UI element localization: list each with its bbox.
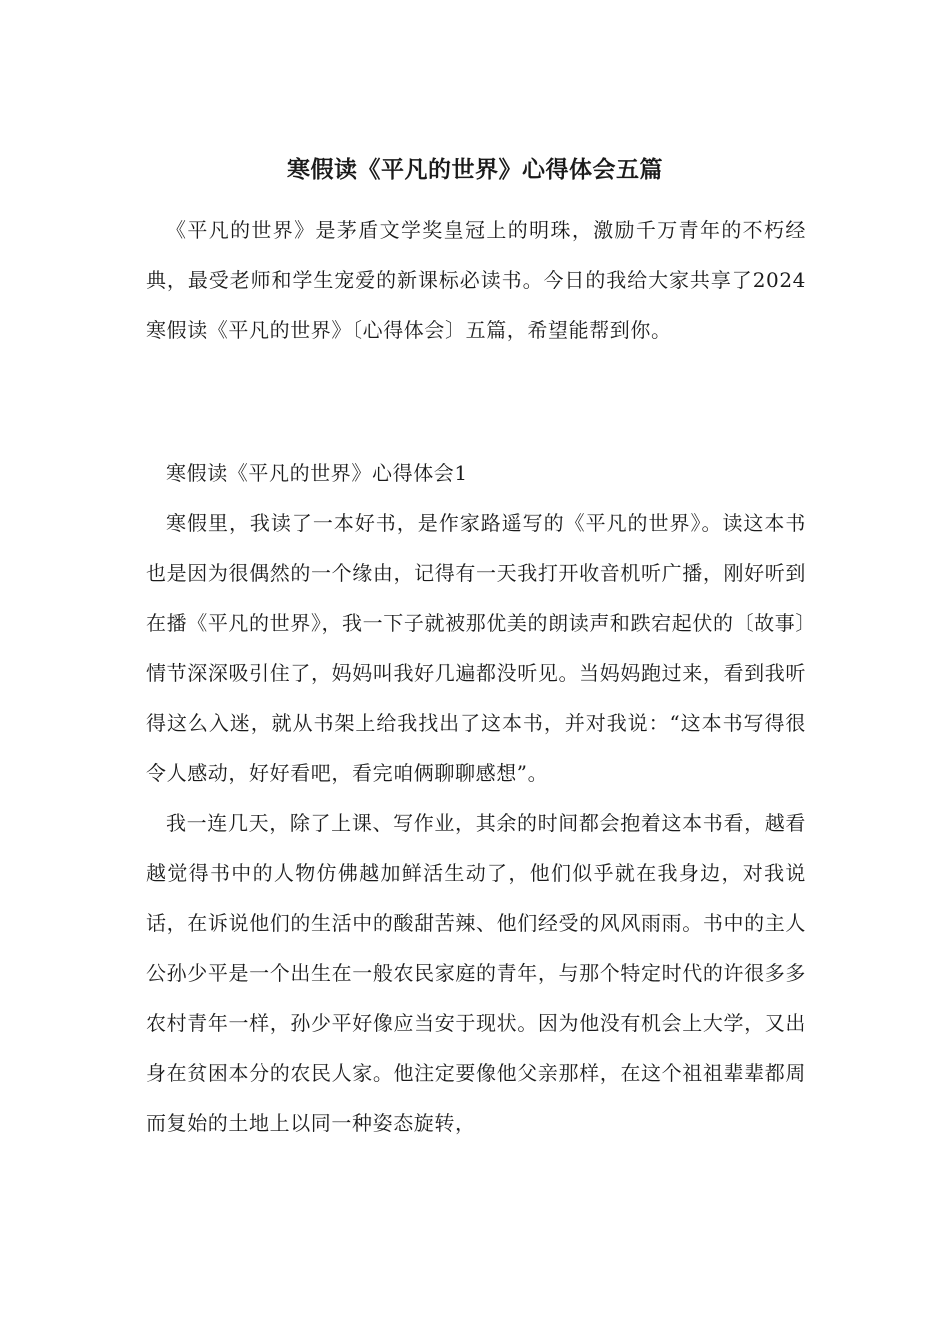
- body-paragraph: 我一连几天，除了上课、写作业，其余的时间都会抱着这本书看，越看越觉得书中的人物仿佛越加鲜活生动了，他们似乎就在我身边，对我说话，在诉说他们的生活中的酸甜苦辣、他们经受的风风雨雨。书中的主人公孙少平是一个出生在一般农民家庭的青年，与那个特定时代的许很多多农村青年一样，孙少平好像应当安于现状。因为他没有机会上大学，又出身在贫困本分的农民人家。他注定要像他父亲那样，在这个祖祖辈辈都周而复始的土地上以同一种姿态旋转，: [146, 811, 806, 1135]
- intro-paragraph: 《平凡的世界》是茅盾文学奖皇冠上的明珠，激励千万青年的不朽经典，最受老师和学生宠爱的新课标必读书。今日的我给大家共享了2024寒假读《平凡的世界》〔心得体会〕五篇，希望能帮到你。: [146, 218, 806, 342]
- intro-block: [146, 205, 806, 355]
- body-paragraph: 寒假里，我读了一本好书，是作家路遥写的《平凡的世界》。读这本书也是因为很偶然的一个缘由，记得有一天我打开收音机听广播，刚好听到在播《平凡的世界》，我一下子就被那优美的朗读声和跌宕起伏的〔故事〕情节深深吸引住了，妈妈叫我好几遍都没听见。当妈妈跑过来，看到我听得这么入迷，就从书架上给我找出了这本书，并对我说：“这本书写得很令人感动，好好看吧，看完咱俩聊聊感想”。: [146, 511, 806, 785]
- section-body: [146, 498, 806, 1148]
- document-title: 寒假读《平凡的世界》心得体会五篇: [287, 156, 663, 183]
- section-heading: 寒假读《平凡的世界》心得体会1: [166, 461, 468, 485]
